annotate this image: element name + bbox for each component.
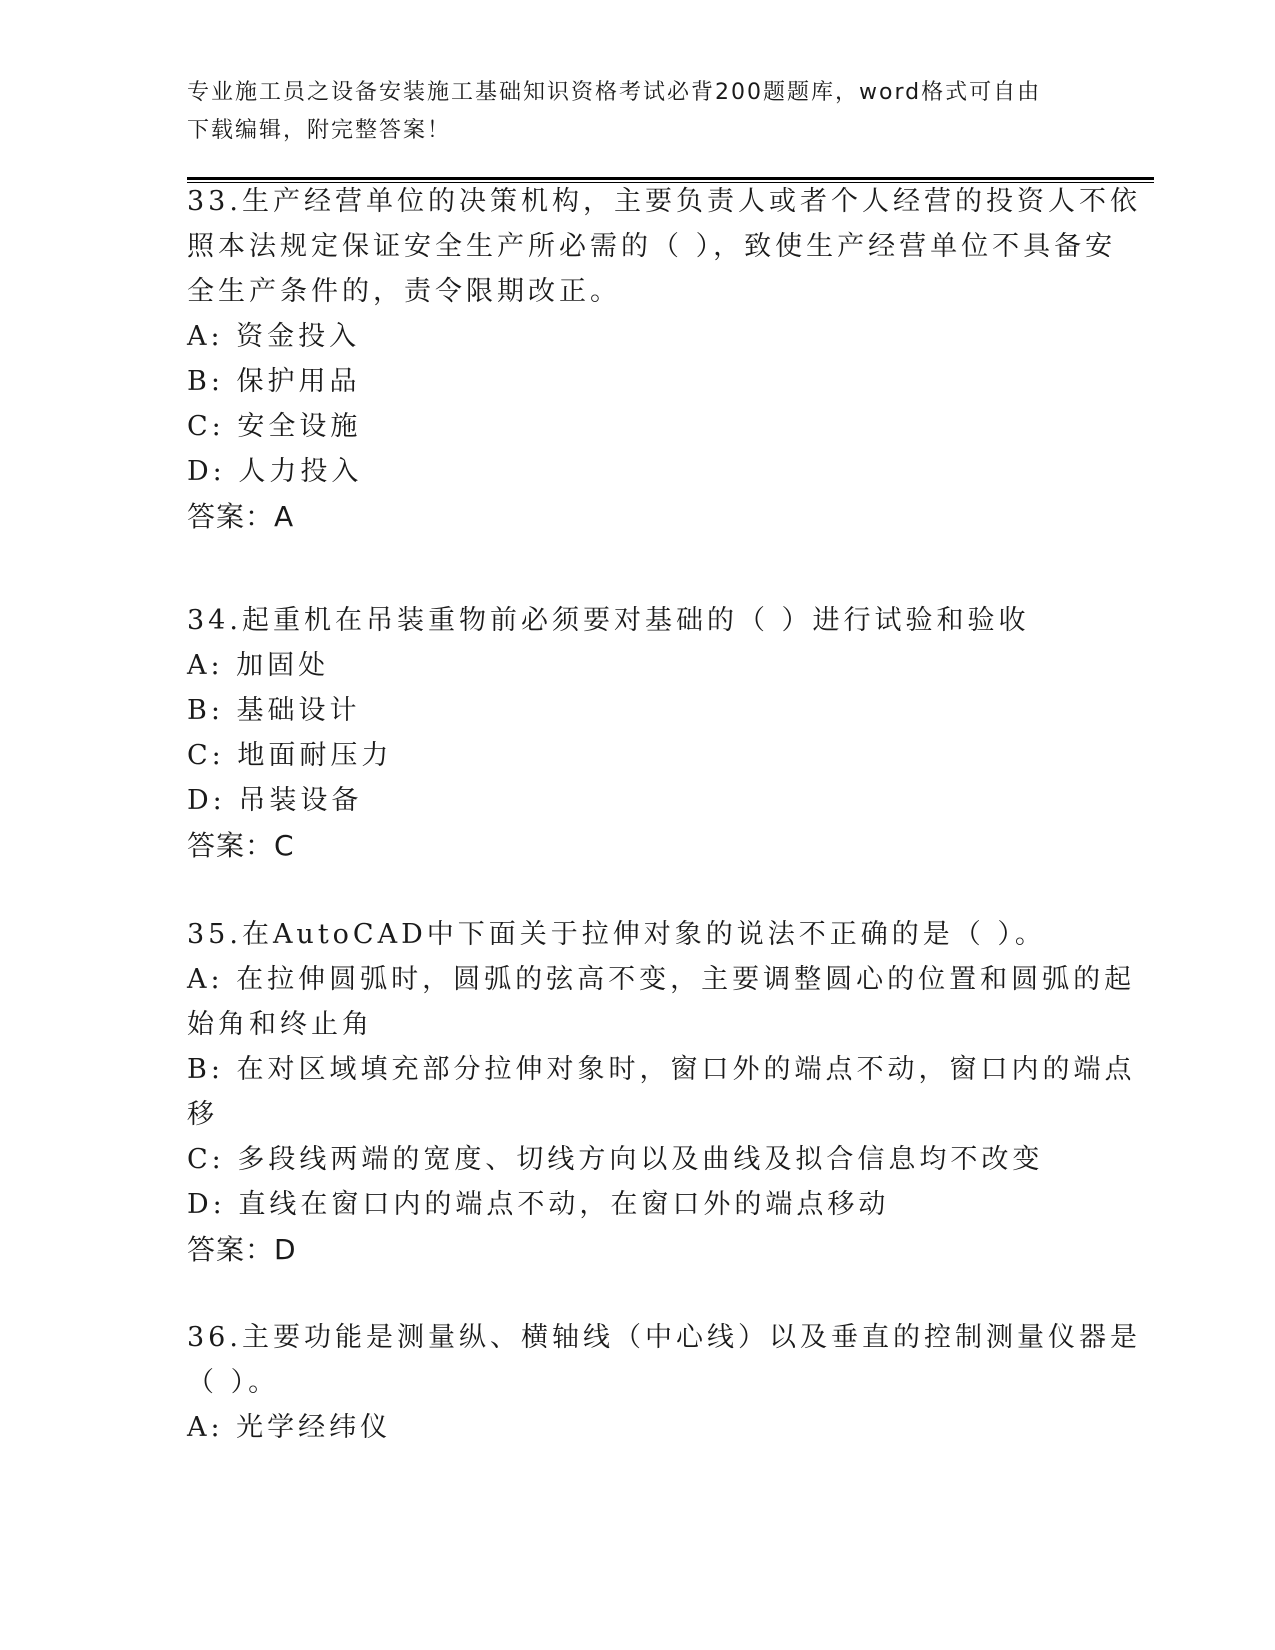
document-header [187, 74, 1087, 150]
option-a: A: 资金投入 [187, 321, 361, 352]
option-a: A: 加固处 [187, 650, 330, 681]
option-c: C: 多段线两端的宽度、切线方向以及曲线及拟合信息均不改变 [187, 1144, 1044, 1175]
option-d: D: 人力投入 [187, 456, 363, 487]
question-33 [187, 179, 1141, 539]
option-d: D: 吊装设备 [187, 785, 363, 816]
question-stem-line: 36.主要功能是测量纵、横轴线（中心线）以及垂直的控制测量仪器是 [187, 1322, 1141, 1353]
question-stem-line: 照本法规定保证安全生产所必需的（ ），致使生产经营单位不具备安 [187, 231, 1117, 262]
question-stem-line: 35.在AutoCAD中下面关于拉伸对象的说法不正确的是（ ）。 [187, 919, 1046, 950]
option-b: B: 保护用品 [187, 366, 361, 397]
question-34 [187, 598, 1087, 868]
option-b: B: 基础设计 [187, 695, 361, 726]
question-stem-line: （ ）。 [187, 1367, 280, 1398]
option-a-continued: 始角和终止角 [187, 1009, 373, 1040]
option-b: B: 在对区域填充部分拉伸对象时，窗口外的端点不动，窗口内的端点 [187, 1054, 1136, 1085]
option-c: C: 安全设施 [187, 411, 362, 442]
question-36 [187, 1315, 1141, 1450]
answer-label: 答案：A [187, 500, 295, 533]
header-line-2: 下载编辑，附完整答案！ [187, 118, 452, 143]
question-35 [187, 912, 1136, 1272]
option-d: D: 直线在窗口内的端点不动，在窗口外的端点移动 [187, 1189, 890, 1220]
option-a: A: 在拉伸圆弧时，圆弧的弦高不变，主要调整圆心的位置和圆弧的起 [187, 964, 1136, 995]
option-c: C: 地面耐压力 [187, 740, 393, 771]
answer-label: 答案：C [187, 829, 295, 862]
question-stem-line: 全生产条件的，责令限期改正。 [187, 276, 621, 307]
question-stem-line: 34.起重机在吊装重物前必须要对基础的（ ）进行试验和验收 [187, 605, 1030, 636]
answer-label: 答案：D [187, 1233, 297, 1266]
option-b-continued: 移 [187, 1099, 218, 1130]
option-a: A: 光学经纬仪 [187, 1412, 392, 1443]
question-stem-line: 33.生产经营单位的决策机构，主要负责人或者个人经营的投资人不依 [187, 186, 1141, 217]
header-line-1: 专业施工员之设备安装施工基础知识资格考试必背200题题库，word格式可自由 [187, 80, 1042, 105]
